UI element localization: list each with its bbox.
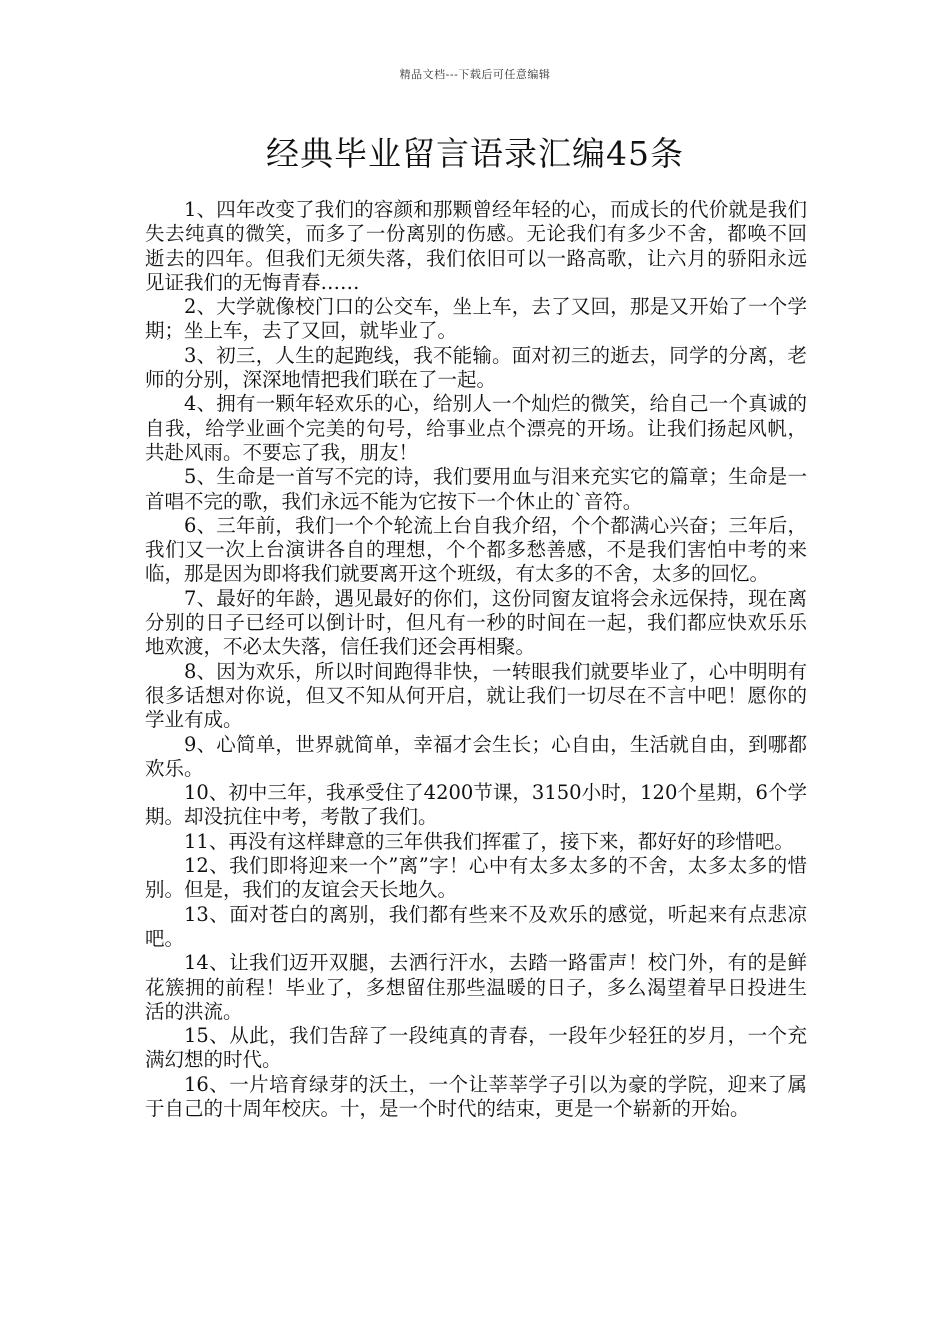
- document-title: 经典毕业留言语录汇编45条: [266, 134, 684, 173]
- paragraph-9: 9、心简单，世界就简单，幸福才会生长；心自由，生活就自由，到哪都欢乐。: [145, 732, 807, 780]
- paragraph-13: 13、面对苍白的离别，我们都有些来不及欢乐的感觉，听起来有点悲凉吧。: [145, 902, 807, 950]
- paragraph-7: 7、最好的年龄，遇见最好的你们，这份同窗友谊将会永远保持，现在离分别的日子已经可以倒计时，但凡有一秒的时间在一起，我们都应快欢乐乐地欢渡，不必太失落，信任我们还会再相聚。: [145, 586, 807, 659]
- paragraph-12: 12、我们即将迎来一个”离”字！心中有太多太多的不舍，太多太多的惜别。但是，我们的友谊会天长地久。: [145, 854, 807, 902]
- paragraph-14: 14、让我们迈开双腿，去洒行汗水，去踏一路雷声！校门外，有的是鲜花簇拥的前程！毕业了，多想留住那些温暖的日子，多么渴望着早日投进生活的洪流。: [145, 951, 807, 1023]
- paragraph-8: 8、因为欢乐，所以时间跑得非快，一转眼我们就要毕业了，心中明明有很多话想对你说，但又不知从何开启，就让我们一切尽在不言中吧！愿你的学业有成。: [145, 659, 807, 732]
- page-header-note: 精品文档---下载后可任意编辑: [399, 68, 551, 81]
- paragraph-1: 1、四年改变了我们的容颜和那颗曾经年轻的心，而成长的代价就是我们失去纯真的微笑，而多了一份离别的伤感。无论我们有多少不舍，都唤不回逝去的四年。但我们无须失落，我们依旧可以一路高歌，让六月的骄阳永远见证我们的无悔青春……: [145, 198, 807, 294]
- paragraph-15: 15、从此，我们告辞了一段纯真的青春，一段年少轻狂的岁月，一个充满幻想的时代。: [145, 1024, 807, 1072]
- paragraph-3: 3、初三，人生的起跑线，我不能输。面对初三的逝去，同学的分离，老师的分别，深深地情把我们联在了一起。: [145, 343, 807, 392]
- document-body: [145, 198, 807, 1121]
- paragraph-11: 11、再没有这样肆意的三年供我们挥霍了，接下来，都好好的珍惜吧。: [184, 829, 794, 853]
- paragraph-16: 16、一片培育绿芽的沃土，一个让莘莘学子引以为豪的学院，迎来了属于自己的十周年校庆。十，是一个时代的结束，更是一个崭新的开始。: [145, 1072, 807, 1120]
- paragraph-6: 6、三年前，我们一个个轮流上台自我介绍，个个都满心兴奋；三年后，我们又一次上台演讲各自的理想，个个都多愁善感，不是我们害怕中考的来临，那是因为即将我们就要离开这个班级，有太多的不舍，太多的回忆。: [145, 513, 807, 586]
- paragraph-2: 2、大学就像校门口的公交车，坐上车，去了又回，那是又开始了一个学期；坐上车，去了又回，就毕业了。: [145, 295, 807, 343]
- paragraph-5: 5、生命是一首写不完的诗，我们要用血与泪来充实它的篇章；生命是一首唱不完的歌，我们永远不能为它按下一个休止的`音符。: [145, 465, 807, 513]
- paragraph-10: 10、初中三年，我承受住了4200节课，3150小时，120个星期，6个学期。却没抗住中考，考散了我们。: [145, 781, 807, 829]
- paragraph-4: 4、拥有一颗年轻欢乐的心，给别人一个灿烂的微笑，给自己一个真诚的自我，给学业画个完美的句号，给事业点个漂亮的开场。让我们扬起风帆，共赴风雨。不要忘了我，朋友！: [145, 392, 807, 464]
